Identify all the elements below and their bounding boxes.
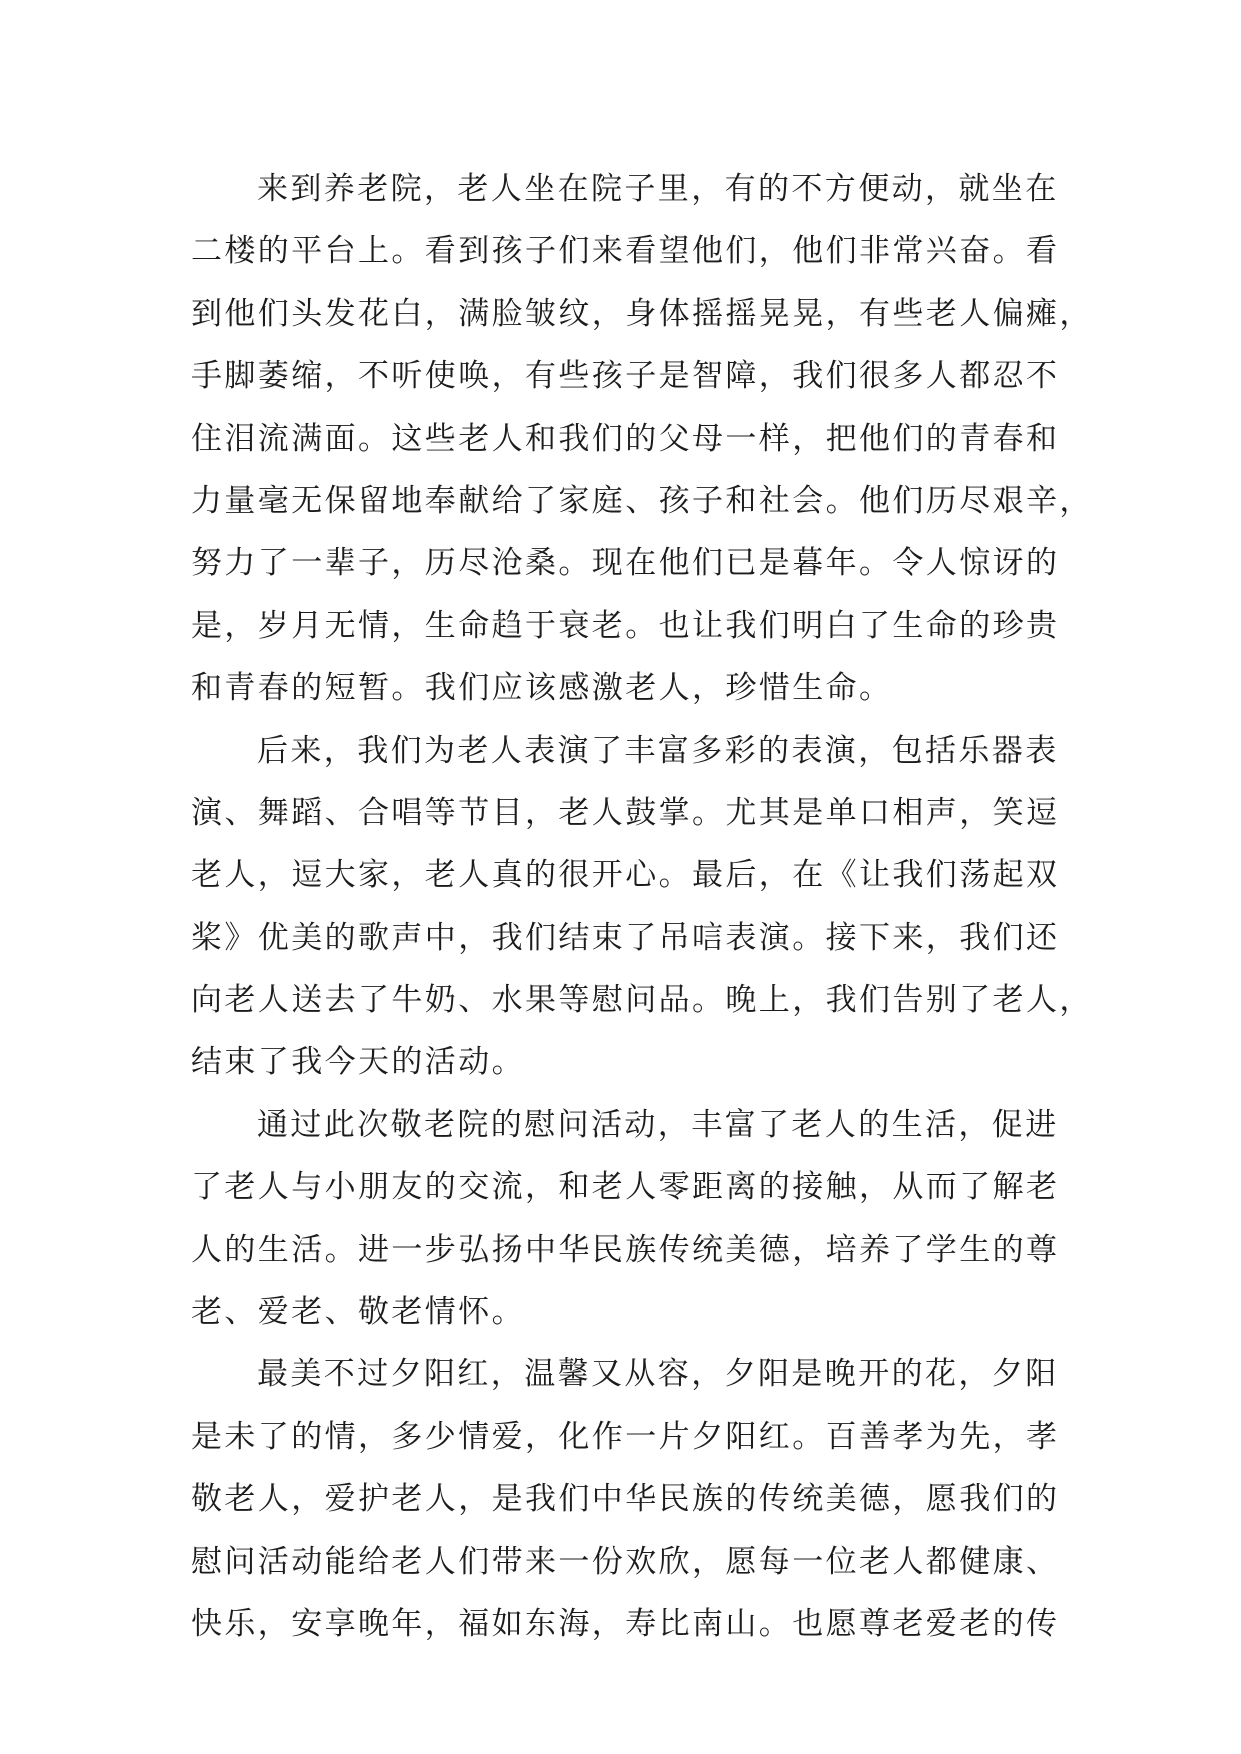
paragraph-first-line: 最美不过夕阳红，温馨又从容，夕阳是晚开的花，夕阳 xyxy=(257,1356,1059,1393)
text-line: 结束了我今天的活动。 xyxy=(191,1044,525,1081)
text-line: 努力了一辈子，历尽沧桑。现在他们已是暮年。令人惊讶的 xyxy=(191,545,1060,582)
text-line: 到他们头发花白，满脸皱纹，身体摇摇晃晃，有些老人偏瘫， xyxy=(191,295,1093,332)
text-line: 住泪流满面。这些老人和我们的父母一样，把他们的青春和 xyxy=(191,420,1060,457)
text-line: 桨》优美的歌声中，我们结束了吊唁表演。接下来，我们还 xyxy=(191,919,1060,956)
text-line: 是未了的情，多少情爱，化作一片夕阳红。百善孝为先，孝 xyxy=(191,1418,1060,1455)
text-line: 二楼的平台上。看到孩子们来看望他们，他们非常兴奋。看 xyxy=(191,233,1060,270)
text-line: 老、爱老、敬老情怀。 xyxy=(191,1294,525,1331)
text-line: 力量毫无保留地奉献给了家庭、孩子和社会。他们历尽艰辛， xyxy=(191,482,1093,519)
text-line: 和青春的短暂。我们应该感激老人，珍惜生命。 xyxy=(191,670,893,707)
text-line: 敬老人，爱护老人，是我们中华民族的传统美德，愿我们的 xyxy=(191,1481,1060,1518)
text-line: 快乐，安享晚年，福如东海，寿比南山。也愿尊老爱老的传 xyxy=(191,1605,1060,1642)
text-line: 向老人送去了牛奶、水果等慰问品。晚上，我们告别了老人， xyxy=(191,982,1093,1019)
paragraph-first-line: 后来，我们为老人表演了丰富多彩的表演，包括乐器表 xyxy=(257,732,1059,769)
text-line: 人的生活。进一步弘扬中华民族传统美德，培养了学生的尊 xyxy=(191,1231,1060,1268)
text-line: 是，岁月无情，生命趋于衰老。也让我们明白了生命的珍贵 xyxy=(191,607,1060,644)
paragraph-first-line: 通过此次敬老院的慰问活动，丰富了老人的生活，促进 xyxy=(257,1106,1059,1143)
paragraph-first-line: 来到养老院，老人坐在院子里，有的不方便动，就坐在 xyxy=(257,171,1059,207)
body-text xyxy=(191,158,1093,1655)
text-line: 手脚萎缩，不听使唤，有些孩子是智障，我们很多人都忍不 xyxy=(191,358,1060,395)
text-line: 老人，逗大家，老人真的很开心。最后，在《让我们荡起双 xyxy=(191,857,1060,894)
text-line: 慰问活动能给老人们带来一份欢欣，愿每一位老人都健康、 xyxy=(191,1543,1060,1580)
text-line: 演、舞蹈、合唱等节目，老人鼓掌。尤其是单口相声，笑逗 xyxy=(191,794,1060,831)
text-line: 了老人与小朋友的交流，和老人零距离的接触，从而了解老 xyxy=(191,1169,1060,1206)
